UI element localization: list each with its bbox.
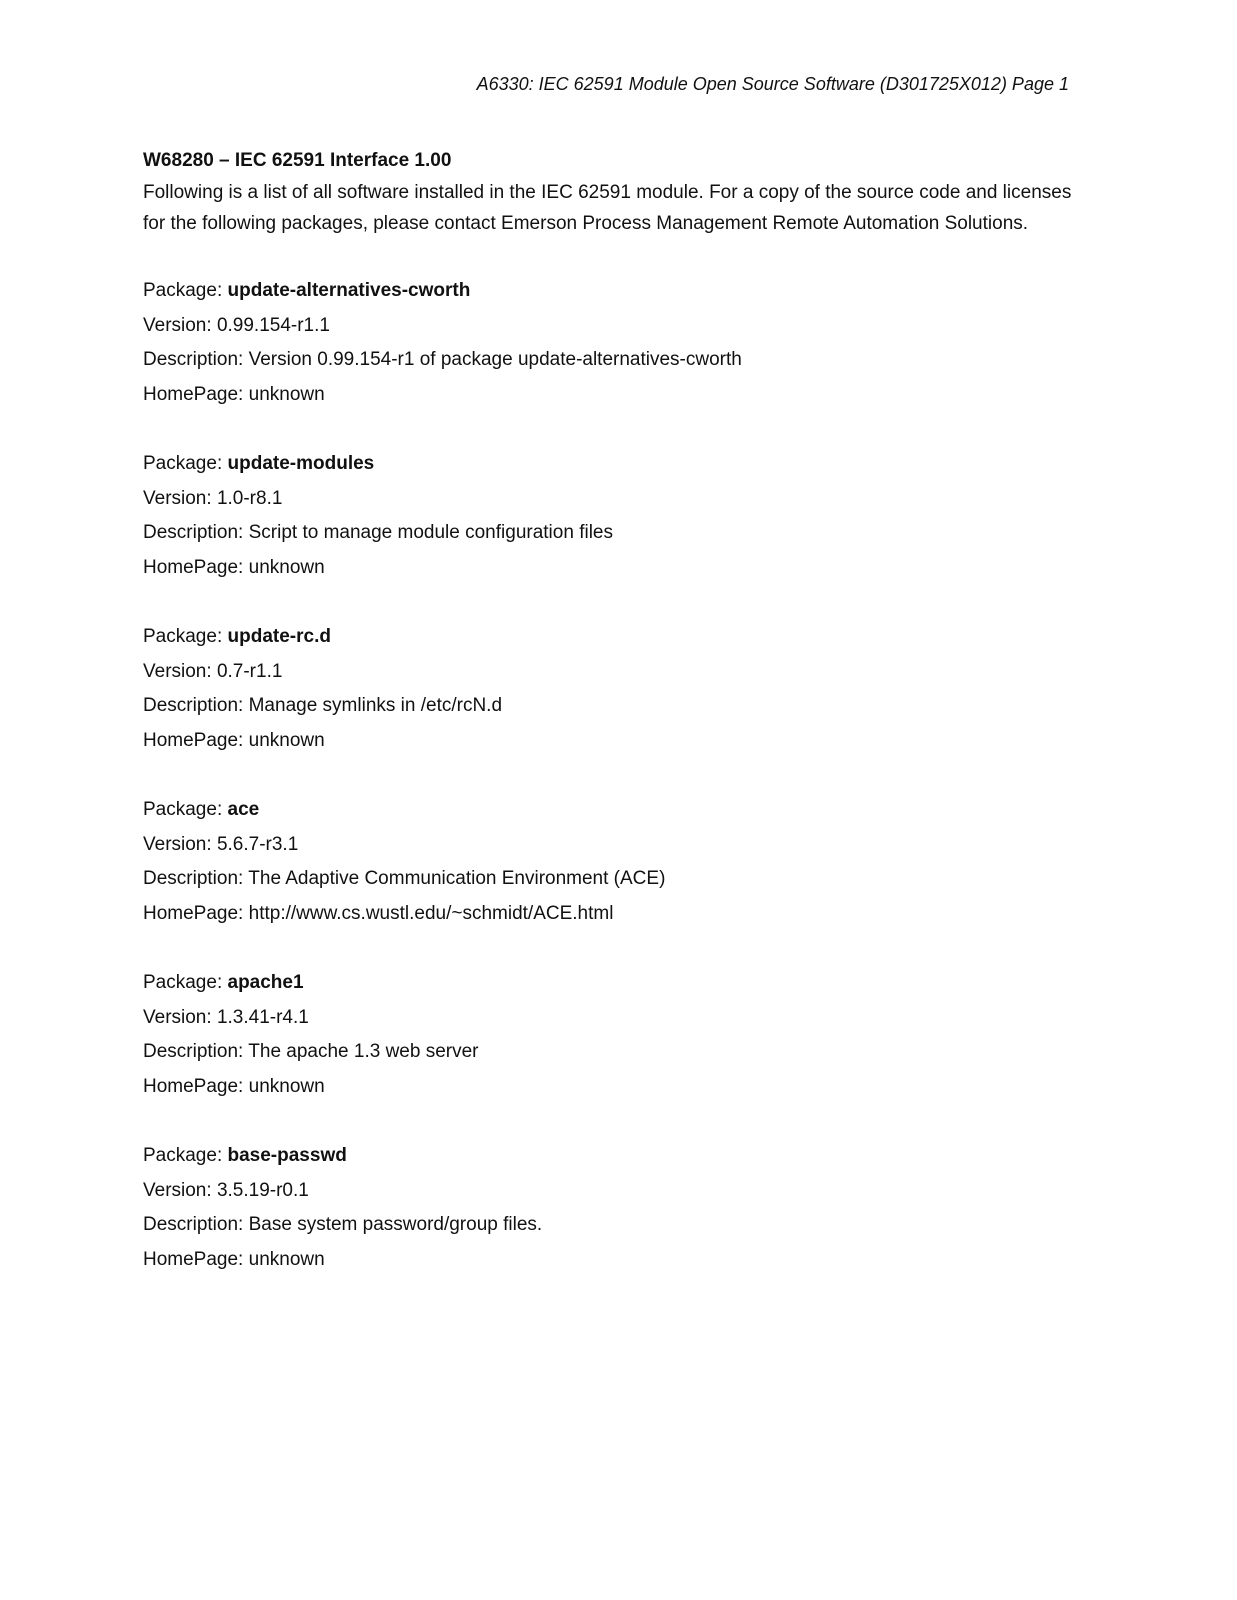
package-label: Package: (143, 1145, 228, 1166)
page-header: A6330: IEC 62591 Module Open Source Software (D301725X012) Page 1 (476, 74, 1069, 94)
homepage-value: unknown (248, 383, 325, 405)
description-value: The apache 1.3 web server (248, 1041, 479, 1062)
version-label: Version: (143, 833, 217, 855)
package-line (143, 447, 1073, 482)
version-label: Version: (143, 1179, 217, 1201)
homepage-label: HomePage: (143, 383, 249, 405)
document-title: W68280 – IEC 62591 Interface 1.00 (143, 150, 452, 171)
version-label: Version: (143, 487, 217, 509)
description-value: Manage symlinks in /etc/rcN.d (248, 695, 503, 716)
package-entry (143, 793, 1073, 931)
version-value: 3.5.19-r0.1 (216, 1179, 309, 1201)
description-label: Description: (143, 349, 249, 370)
package-line (143, 793, 1073, 828)
description-line (143, 516, 1073, 551)
description-line (143, 1035, 1073, 1070)
package-entry (143, 447, 1073, 585)
homepage-label: HomePage: (143, 556, 249, 578)
package-entry (143, 966, 1073, 1104)
package-label: Package: (143, 280, 228, 301)
description-label: Description: (143, 868, 249, 889)
homepage-label: HomePage: (143, 1248, 249, 1270)
intro-paragraph: Following is a list of all software installed in the IEC 62591 module. For a copy of the source code and licenses for the following packages, please contact Emerson Process Management Remote Automation Solutions. (143, 182, 1072, 234)
version-line (143, 309, 1073, 344)
package-label: Package: (143, 626, 228, 647)
homepage-line (143, 897, 1073, 932)
package-entry (143, 274, 1073, 412)
package-name: update-alternatives-cworth (227, 280, 471, 301)
homepage-line (143, 378, 1073, 413)
package-name: base-passwd (227, 1145, 347, 1166)
homepage-line (143, 1070, 1073, 1105)
homepage-label: HomePage: (143, 902, 249, 924)
description-label: Description: (143, 522, 249, 543)
version-line (143, 1001, 1073, 1036)
version-line (143, 482, 1073, 517)
description-value: Script to manage module configuration files (248, 522, 613, 543)
description-line (143, 689, 1073, 724)
description-label: Description: (143, 695, 249, 716)
homepage-line (143, 551, 1073, 586)
version-value: 1.0-r8.1 (216, 487, 283, 509)
version-value: 1.3.41-r4.1 (216, 1006, 309, 1028)
description-value: Base system password/group files. (248, 1214, 543, 1235)
description-label: Description: (143, 1041, 249, 1062)
package-label: Package: (143, 799, 228, 820)
package-name: ace (227, 799, 260, 820)
version-line (143, 828, 1073, 863)
version-value: 5.6.7-r3.1 (216, 833, 299, 855)
description-line (143, 343, 1073, 378)
package-line (143, 1139, 1073, 1174)
homepage-value: unknown (248, 556, 325, 578)
homepage-value: unknown (248, 729, 325, 751)
package-name: update-modules (227, 453, 375, 474)
homepage-value: unknown (248, 1075, 325, 1097)
version-line (143, 655, 1073, 690)
version-value: 0.99.154-r1.1 (216, 314, 330, 336)
package-entry (143, 620, 1073, 758)
package-name: update-rc.d (227, 626, 331, 647)
version-value: 0.7-r1.1 (216, 660, 283, 682)
homepage-line (143, 1243, 1073, 1278)
package-line (143, 274, 1073, 309)
document-content (143, 148, 1073, 1277)
package-entry (143, 1139, 1073, 1277)
package-label: Package: (143, 453, 228, 474)
homepage-label: HomePage: (143, 1075, 249, 1097)
package-name: apache1 (227, 972, 304, 993)
homepage-value: http://www.cs.wustl.edu/~schmidt/ACE.html (248, 902, 614, 924)
package-line (143, 620, 1073, 655)
version-label: Version: (143, 1006, 217, 1028)
version-label: Version: (143, 314, 217, 336)
description-line (143, 862, 1073, 897)
package-line (143, 966, 1073, 1001)
description-value: The Adaptive Communication Environment (ACE) (248, 868, 666, 889)
version-label: Version: (143, 660, 217, 682)
homepage-line (143, 724, 1073, 759)
version-line (143, 1174, 1073, 1209)
homepage-value: unknown (248, 1248, 325, 1270)
package-label: Package: (143, 972, 228, 993)
description-line (143, 1208, 1073, 1243)
description-value: Version 0.99.154-r1 of package update-alternatives-cworth (248, 349, 742, 370)
homepage-label: HomePage: (143, 729, 249, 751)
description-label: Description: (143, 1214, 249, 1235)
